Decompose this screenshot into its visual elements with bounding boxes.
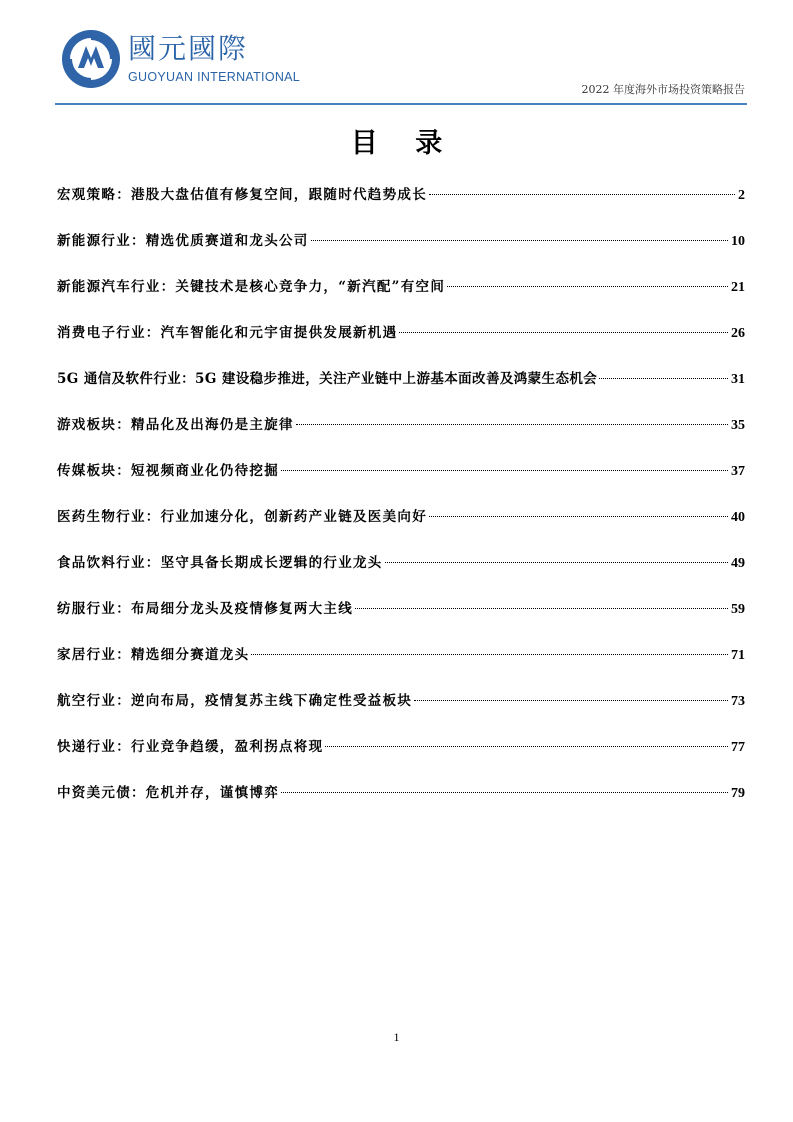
toc-entry-page: 10	[731, 234, 745, 249]
page-number: 1	[393, 1030, 400, 1044]
toc-entry[interactable]	[57, 410, 745, 456]
toc-entry-page: 31	[731, 372, 745, 387]
toc-entry-page: 37	[731, 464, 745, 479]
toc-entry[interactable]	[57, 456, 745, 502]
toc-entry-title: 医药生物行业：行业加速分化，创新药产业链及医美向好	[57, 509, 427, 525]
toc-leader-dots	[599, 378, 728, 379]
toc-leader-dots	[311, 240, 728, 241]
toc-entry-title: 新能源行业：精选优质赛道和龙头公司	[57, 233, 309, 249]
toc-leader-dots	[325, 746, 728, 747]
toc-entry[interactable]	[57, 640, 745, 686]
toc-leader-dots	[399, 332, 728, 333]
toc-entry-title: 5G 通信及软件行业：5G 建设稳步推进，关注产业链中上游基本面改善及鸿蒙生态机会	[57, 371, 598, 387]
toc-leader-dots	[429, 516, 728, 517]
toc-entry-title: 宏观策略：港股大盘估值有修复空间，跟随时代趋势成长	[57, 187, 427, 203]
toc-leader-dots	[296, 424, 728, 425]
toc-leader-dots	[414, 700, 728, 701]
toc-entry-page: 35	[731, 418, 745, 433]
toc-entry-title: 传媒板块：短视频商业化仍待挖掘	[57, 463, 279, 479]
toc-entry[interactable]	[57, 502, 745, 548]
table-of-contents	[57, 180, 745, 824]
toc-entry-title: 中资美元债：危机并存，谨慎博弈	[57, 785, 279, 801]
toc-leader-dots	[429, 194, 735, 195]
toc-entry-page: 21	[731, 280, 745, 295]
toc-entry-title: 快递行业：行业竞争趋缓，盈利拐点将现	[57, 739, 324, 755]
toc-entry-title: 食品饮料行业：坚守具备长期成长逻辑的行业龙头	[57, 555, 383, 571]
toc-entry[interactable]	[57, 686, 745, 732]
toc-entry-page: 26	[731, 326, 745, 341]
toc-entry[interactable]	[57, 226, 745, 272]
toc-entry[interactable]	[57, 364, 745, 410]
toc-leader-dots	[447, 286, 728, 287]
brand-name-chinese: 國元國際	[128, 32, 249, 65]
toc-entry[interactable]	[57, 272, 745, 318]
toc-entry-title: 家居行业：精选细分赛道龙头	[57, 647, 250, 663]
toc-entry-page: 77	[731, 740, 745, 755]
page-header	[0, 0, 793, 110]
page-title: 目 录	[350, 128, 457, 159]
toc-entry-page: 79	[731, 786, 745, 801]
toc-entry-title: 航空行业：逆向布局，疫情复苏主线下确定性受益板块	[57, 693, 413, 709]
brand-name-english: GUOYUAN INTERNATIONAL	[128, 70, 301, 84]
toc-entry-page: 40	[731, 510, 745, 525]
toc-entry-title: 消费电子行业：汽车智能化和元宇宙提供发展新机遇	[57, 325, 398, 341]
toc-entry[interactable]	[57, 180, 745, 226]
report-title: 2022 年度海外市场投资策略报告	[581, 83, 745, 96]
toc-entry-page: 2	[738, 188, 745, 203]
toc-leader-dots	[355, 608, 728, 609]
toc-entry-page: 59	[731, 602, 745, 617]
toc-entry[interactable]	[57, 732, 745, 778]
toc-entry-page: 71	[731, 648, 745, 663]
header-divider	[55, 103, 747, 105]
toc-leader-dots	[281, 470, 728, 471]
toc-entry-title: 游戏板块：精品化及出海仍是主旋律	[57, 417, 294, 433]
toc-entry-page: 73	[731, 694, 745, 709]
toc-leader-dots	[251, 654, 728, 655]
toc-entry[interactable]	[57, 548, 745, 594]
toc-entry-title: 纺服行业：布局细分龙头及疫情修复两大主线	[57, 601, 353, 617]
toc-entry-page: 49	[731, 556, 745, 571]
toc-leader-dots	[281, 792, 728, 793]
guoyuan-logo-icon	[60, 28, 122, 90]
toc-entry[interactable]	[57, 318, 745, 364]
toc-leader-dots	[385, 562, 728, 563]
toc-entry-title: 新能源汽车行业：关键技术是核心竞争力，“新汽配”有空间	[57, 279, 446, 295]
toc-entry[interactable]	[57, 778, 745, 824]
toc-entry[interactable]	[57, 594, 745, 640]
